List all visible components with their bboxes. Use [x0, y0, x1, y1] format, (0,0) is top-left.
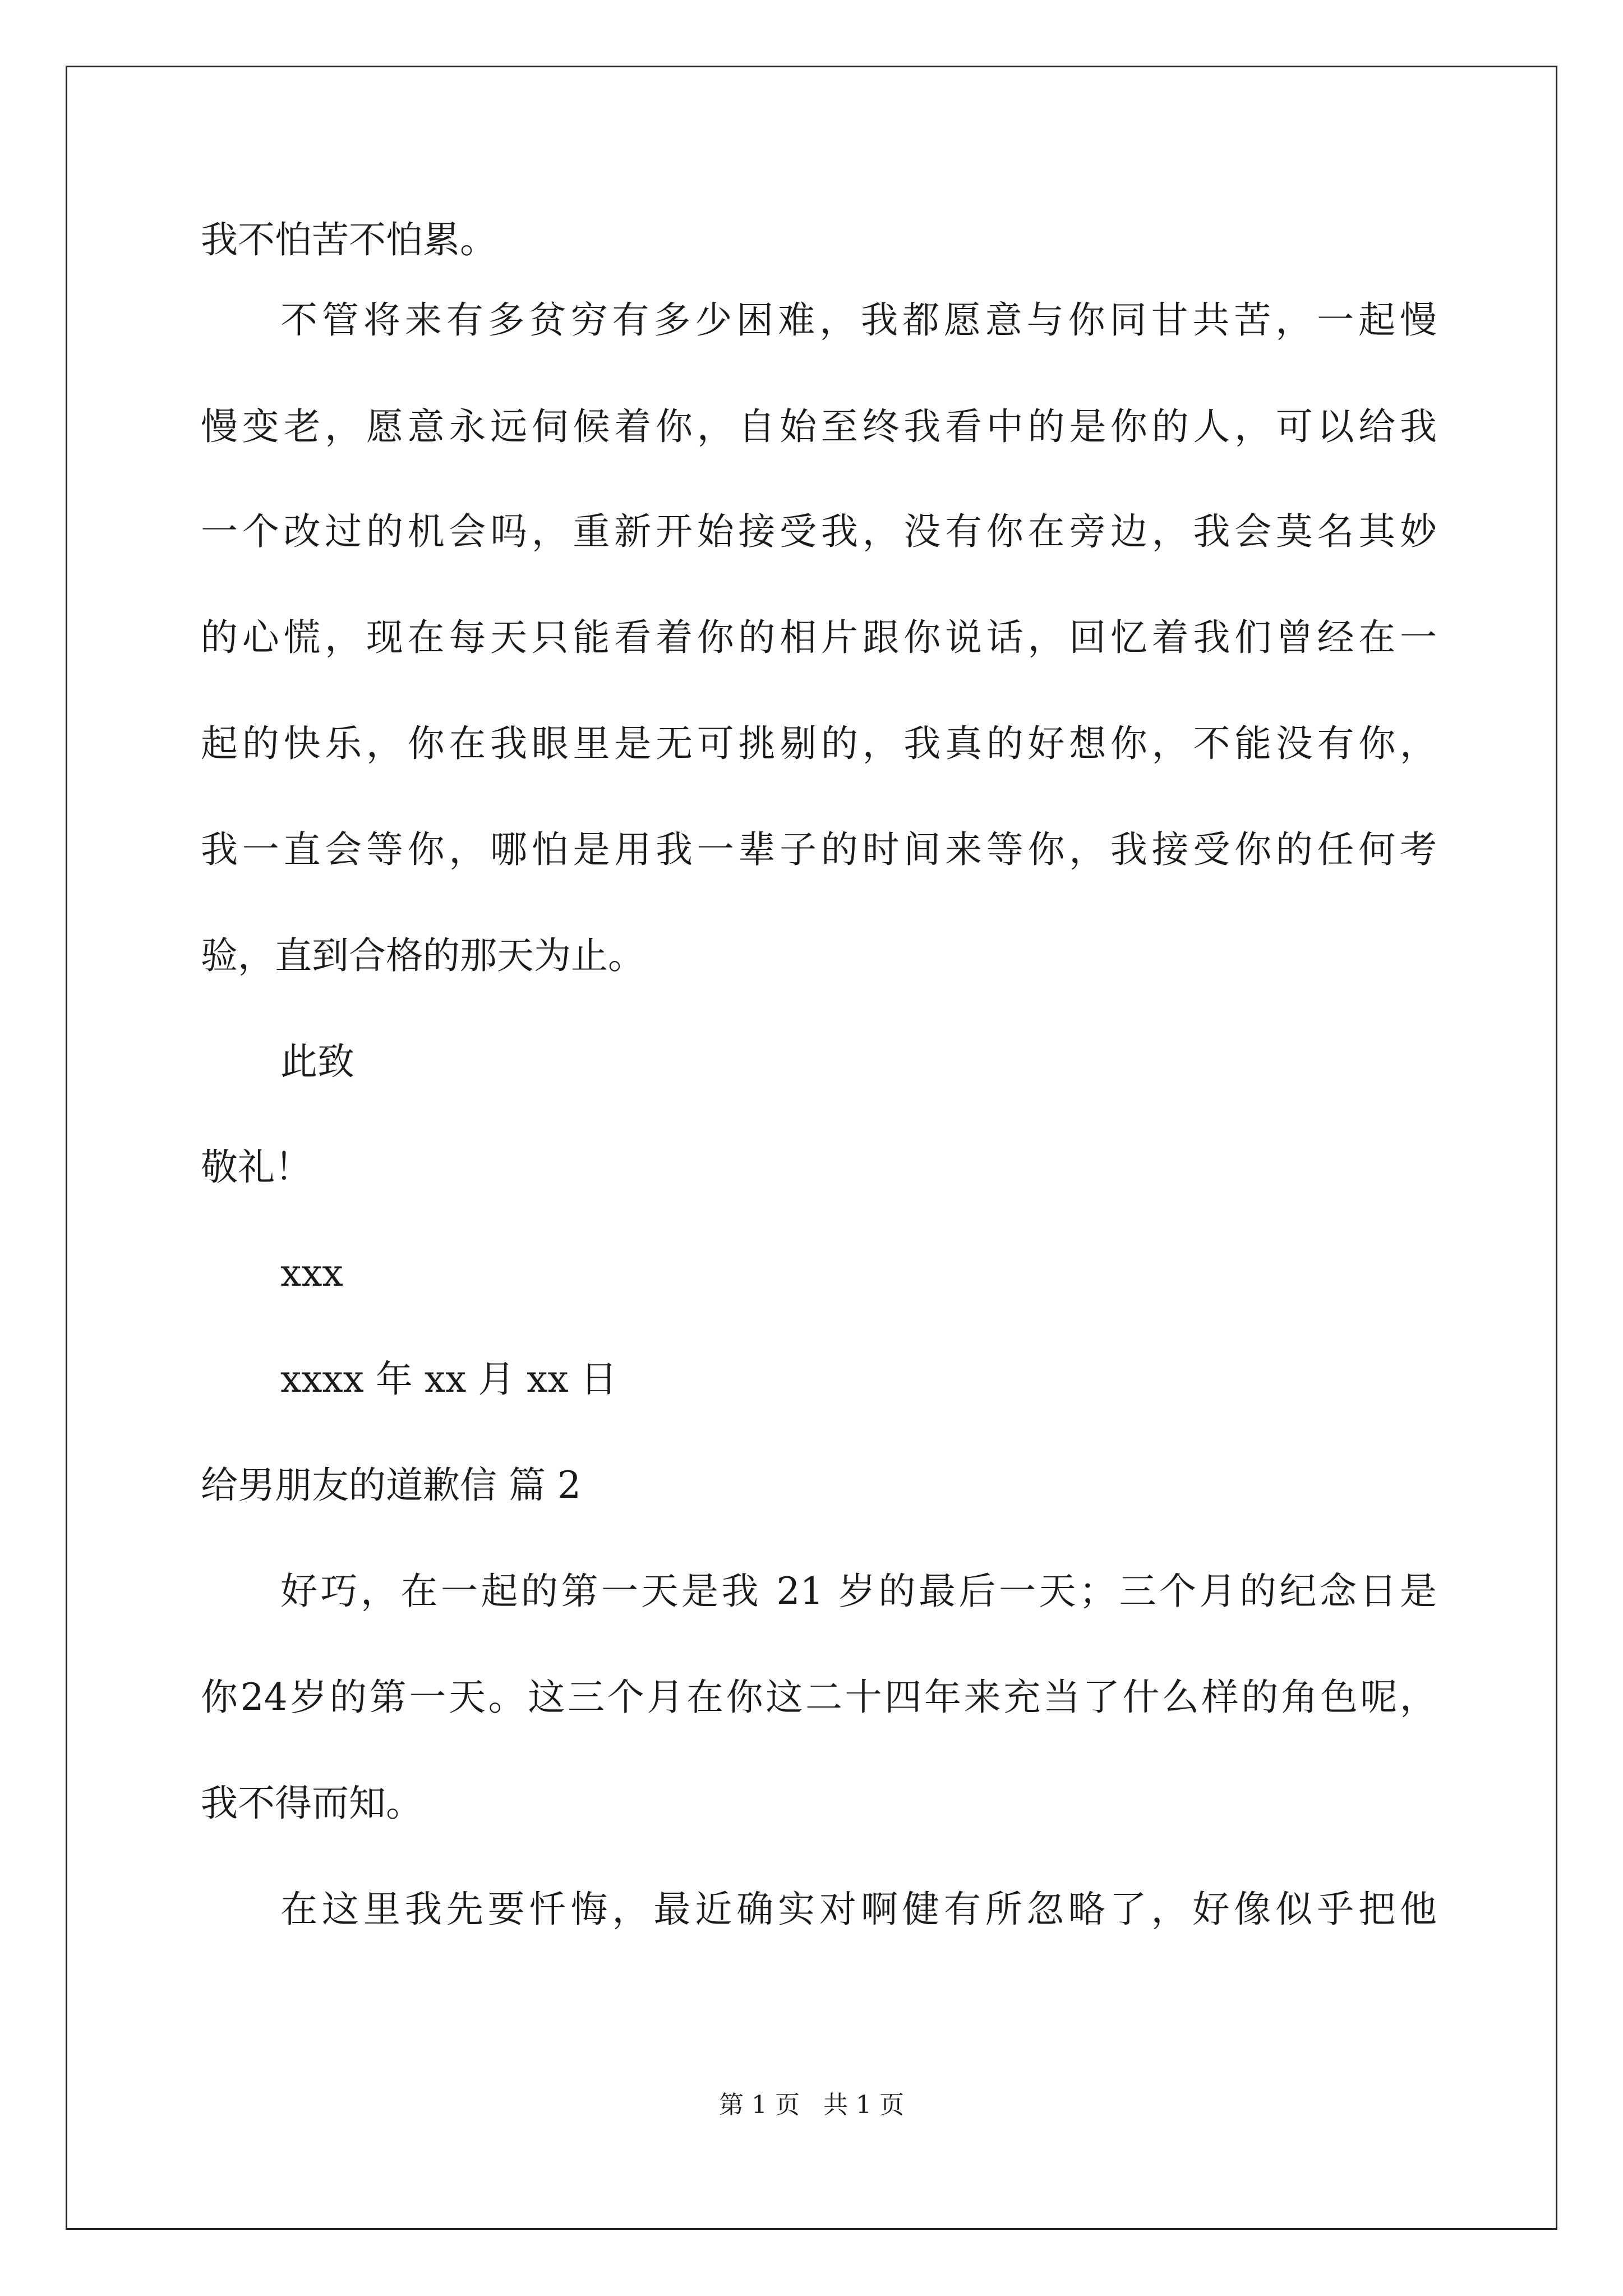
section-heading: 给男朋友的道歉信 篇 2 — [201, 1464, 581, 1507]
paragraph-line-1: 我不怕苦不怕累。 — [201, 218, 497, 261]
paragraph2-line-3: 我不得而知。 — [201, 1782, 423, 1825]
paragraph-line-6: 起的快乐，你在我眼里是无可挑剔的，我真的好想你，不能没有你， — [201, 722, 1437, 765]
paragraph2-line-2: 你24岁的第一天。这三个月在你这二十四年来充当了什么样的角色呢， — [201, 1676, 1437, 1719]
paragraph2-line-1: 好巧，在一起的第一天是我 21 岁的最后一天；三个月的纪念日是 — [280, 1570, 1437, 1613]
closing-salutation: 此致 — [280, 1040, 354, 1083]
paragraph-line-4: 一个改过的机会吗，重新开始接受我，没有你在旁边，我会莫名其妙 — [201, 510, 1437, 553]
paragraph-line-7: 我一直会等你，哪怕是用我一辈子的时间来等你，我接受你的任何考 — [201, 828, 1437, 871]
closing-respect: 敬礼！ — [201, 1145, 312, 1189]
paragraph-line-5: 的心慌，现在每天只能看着你的相片跟你说话，回忆着我们曾经在一 — [201, 616, 1437, 659]
paragraph-line-2: 不管将来有多贫穷有多少困难，我都愿意与你同甘共苦，一起慢 — [280, 298, 1437, 342]
signature-date: xxxx 年 xx 月 xx 日 — [280, 1358, 617, 1401]
paragraph-line-3: 慢变老，愿意永远伺候着你，自始至终我看中的是你的人，可以给我 — [201, 405, 1437, 448]
paragraph3-line-1: 在这里我先要忏悔，最近确实对啊健有所忽略了，好像似乎把他 — [280, 1888, 1437, 1931]
paragraph-line-8: 验，直到合格的那天为止。 — [201, 934, 645, 977]
signature-name: xxx — [280, 1251, 343, 1295]
page-footer: 第 1 页 共 1 页 — [719, 2091, 904, 2119]
